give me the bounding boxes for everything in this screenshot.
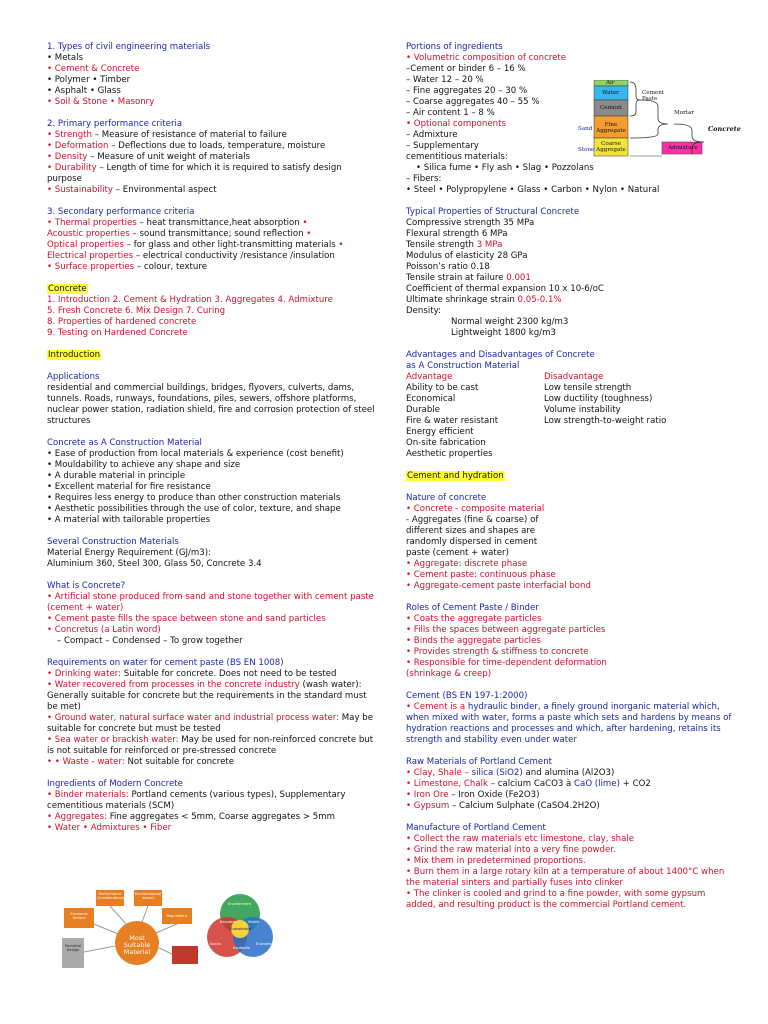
- water-section: [47, 658, 377, 768]
- center-label-1: Most: [129, 934, 145, 942]
- rich-segment: – Measure of unit weight of materials: [87, 152, 250, 162]
- cm-line-1: • Ease of production from local materials & experience (cost benefit): [47, 449, 344, 459]
- rich-segment: – Compact – Condensed – To grow together: [57, 636, 243, 646]
- hydration-section: [406, 471, 736, 482]
- center-label-2: Suitable: [123, 941, 151, 949]
- rich-segment: • Aggregate: discrete phase: [406, 559, 528, 569]
- typical-title: Typical Properties of Structural Concrete: [406, 207, 580, 217]
- rich-segment: • Asphalt • Glass: [47, 86, 121, 96]
- rich-line: [47, 790, 377, 812]
- several-section: [47, 537, 377, 570]
- rich-segment: • Ground water, natural surface water and industrial process water:: [47, 713, 340, 723]
- hydration-heading: Cement and hydration: [407, 471, 504, 481]
- nature-title: Nature of concrete: [406, 493, 487, 503]
- rich-segment: • Cement is a: [406, 702, 468, 712]
- rich-segment: • Clay, Shale –: [406, 768, 472, 778]
- rich-line: [406, 504, 736, 515]
- rich-line: [47, 185, 377, 196]
- primary-section: [47, 119, 377, 196]
- rich-line: [406, 229, 736, 240]
- rich-segment: • Thermal properties: [47, 218, 137, 228]
- types-list: [47, 53, 377, 108]
- ingredients-section: [47, 779, 377, 834]
- adv-5: Energy efficient: [406, 427, 474, 437]
- rich-line: [406, 306, 736, 317]
- several-line-1: Material Energy Requirement (GJ/m3):: [47, 548, 211, 558]
- adv-7: Aesthetic properties: [406, 449, 493, 459]
- rich-line: [406, 537, 736, 548]
- rich-segment: + CO2: [619, 779, 651, 789]
- rich-line: [47, 625, 377, 636]
- dl-box-1: Performance Considerations: [97, 892, 124, 900]
- label-paste: Cement Paste: [642, 90, 665, 102]
- rich-line: [406, 317, 736, 328]
- rich-segment: Suitable for concrete. Does not need to be tested: [121, 669, 337, 679]
- rich-segment: Not suitable for concrete: [124, 757, 235, 767]
- dis-2: Low ductility (toughness): [544, 394, 653, 404]
- rich-segment: • Soil & Stone • Masonry: [47, 97, 155, 107]
- rich-line: [406, 273, 736, 284]
- what-title: What is Concrete?: [47, 581, 126, 591]
- rich-segment: • Gypsum: [406, 801, 450, 811]
- rich-segment: - Aggregates (fine & coarse) of: [406, 515, 539, 525]
- concrete-section: [47, 284, 377, 339]
- rich-line: [47, 97, 377, 108]
- primary-title: 2. Primary performance criteria: [47, 119, 183, 129]
- advantages-section: [406, 350, 736, 460]
- adv-4: Fire & water resistant: [406, 416, 499, 426]
- primary-list: [47, 130, 377, 196]
- venn-equitable: Equitable: [233, 946, 250, 950]
- rich-line: [406, 262, 736, 273]
- water-list: [47, 669, 377, 768]
- ingredients-list: [47, 790, 377, 834]
- rich-line: [406, 801, 736, 812]
- dis-3: Volume instability: [544, 405, 621, 415]
- applications-title: Applications: [47, 372, 100, 382]
- rich-line: [47, 218, 377, 229]
- rich-segment: • Durability: [47, 163, 97, 173]
- rich-segment: – calcium CaCO3 à: [488, 779, 575, 789]
- adv-6: On-site fabrication: [406, 438, 486, 448]
- rich-segment: • Binder materials:: [47, 790, 129, 800]
- introduction-heading: Introduction: [48, 350, 101, 360]
- cement-bs-title: Cement (BS EN 197-1:2000): [406, 691, 528, 701]
- rich-line: [47, 64, 377, 75]
- rich-segment: randomly dispersed in cement: [406, 537, 538, 547]
- rich-segment: Lightweight 1800 kg/m3: [451, 328, 556, 338]
- rich-segment: • Density: [47, 152, 88, 162]
- left-column: [47, 42, 377, 845]
- adv-2: Economical: [406, 394, 456, 404]
- cm-line-3: • A durable material in principle: [47, 471, 186, 481]
- nature-list: [406, 504, 736, 592]
- disadvantage-heading: Disadvantage: [544, 372, 604, 382]
- venn-environment: Environment: [228, 902, 251, 906]
- rich-segment: • Cement & Concrete: [47, 64, 140, 74]
- rich-segment: • Cement paste fills the space between stone and sand particles: [47, 614, 326, 624]
- rich-segment: • Metals: [47, 53, 84, 63]
- venn-social: Social: [210, 942, 221, 946]
- cm-line-2: • Mouldability to achieve any shape and size: [47, 460, 241, 470]
- rich-segment: , a finely ground inorganic material which, when mixed with water, forms a paste which sets and hardens by means of hydration reactions and processes and which, after hardening, retains its strength and stability even under water: [406, 702, 732, 745]
- manufacture-title: Manufacture of Portland Cement: [406, 823, 546, 833]
- rich-segment: May be used for non-reinforced concrete but is not suitable for reinforced or pre-stressed concrete: [47, 735, 374, 756]
- rich-line: [406, 515, 736, 526]
- advantage-heading: Advantage: [406, 372, 453, 382]
- rich-segment: Normal weight 2300 kg/m3: [451, 317, 569, 327]
- rich-segment: Acoustic properties: [47, 229, 130, 239]
- cement-diagram-labels: [578, 80, 748, 160]
- rich-segment: • Provides strength & stiffness to concrete: [406, 647, 589, 657]
- label-fine: Fine Aggregate: [596, 122, 626, 134]
- rich-segment: Coefficient of thermal expansion 10 x 10-6/oC: [406, 284, 604, 294]
- rich-segment: (shrinkage & creep): [406, 669, 492, 679]
- cement-bs-list: [406, 702, 736, 746]
- rich-line: [406, 790, 736, 801]
- rich-line: [47, 75, 377, 86]
- rich-segment: • Concrete - composite material: [406, 504, 545, 514]
- portion-line-2: – Water 12 – 20 %: [406, 75, 484, 85]
- rich-segment: – Environmental aspect: [113, 185, 217, 195]
- rich-line: [406, 625, 736, 636]
- rich-line: [406, 548, 736, 559]
- rich-segment: • Drinking water:: [47, 669, 122, 679]
- manufacture-section: [406, 823, 736, 911]
- adv-1: Ability to be cast: [406, 383, 479, 393]
- rich-segment: • Artificial stone produced from sand and stone together with cement paste (cement + water): [47, 592, 374, 613]
- rich-line: [47, 152, 377, 163]
- rich-line: [406, 526, 736, 537]
- rich-line: [47, 251, 377, 262]
- rich-segment: – electrical conductivity /resistance /insulation: [133, 251, 335, 261]
- rich-segment: – Calcium Sulphate (CaSO4.2H2O): [449, 801, 600, 811]
- rich-line: [47, 240, 377, 251]
- venn-sustainable: Sustainable: [230, 927, 252, 931]
- label-coarse: Coarse Aggregate: [596, 141, 626, 153]
- label-admixture: Admixture: [668, 145, 698, 151]
- secondary-list: [47, 218, 377, 273]
- rich-line: [406, 328, 736, 339]
- rich-line: [406, 218, 736, 229]
- cm-line-5: • Requires less energy to produce than other construction materials: [47, 493, 341, 503]
- rich-line: [406, 647, 736, 658]
- cement-bs-section: [406, 691, 736, 746]
- rich-segment: • Water recovered from processes in the concrete industry: [47, 680, 300, 690]
- typical-section: [406, 207, 736, 339]
- dis-4: Low strength-to-weight ratio: [544, 416, 667, 426]
- rich-segment: and alumina (Al2O3): [522, 768, 615, 778]
- venn-bearable: Bearable: [220, 920, 237, 924]
- dl-box-2: Environmental Impact: [135, 892, 162, 900]
- rich-line: [406, 559, 736, 570]
- concrete-line-1: 1. Introduction 2. Cement & Hydration 3. Aggregates 4. Admixture: [47, 295, 333, 305]
- rich-segment: • Cement paste: continuous phase: [406, 570, 556, 580]
- concrete-line-3: 8. Properties of hardened concrete: [47, 317, 197, 327]
- secondary-title: 3. Secondary performance criteria: [47, 207, 195, 217]
- rich-segment: – Deflections due to loads, temperature, moisture: [108, 141, 326, 151]
- optional-components: • Optional components: [406, 119, 506, 129]
- rich-line: [406, 658, 736, 669]
- rich-line: [47, 86, 377, 97]
- advantages-title-2: as A Construction Material: [406, 361, 520, 371]
- opt-line-4: • Silica fume • Fly ash • Slag • Pozzolans: [416, 163, 594, 173]
- rich-segment: Compressive strength 35 MPa: [406, 218, 535, 228]
- construction-material-section: [47, 438, 377, 526]
- rich-segment: •: [338, 240, 344, 250]
- rich-segment: • Polymer • Timber: [47, 75, 131, 85]
- opt-line-5: – Fibers:: [406, 174, 442, 184]
- several-line-2: Aluminium 360, Steel 300, Glass 50, Concrete 3.4: [47, 559, 262, 569]
- label-water: Water: [602, 90, 619, 96]
- rich-segment: • Concretus (a Latin word): [47, 625, 161, 635]
- rich-segment: • Limestone, Chalk: [406, 779, 489, 789]
- rich-segment: Density:: [406, 306, 441, 316]
- rich-segment: (wash water): Generally suitable for concrete but the requirements in the standard must be met): [47, 680, 367, 712]
- raw-section: [406, 757, 736, 812]
- rich-segment: • Aggregates:: [47, 812, 107, 822]
- rich-segment: 0.001: [506, 273, 531, 283]
- rich-segment: • Sea water or brackish water:: [47, 735, 179, 745]
- label-mortar: Mortar: [674, 110, 695, 116]
- rich-segment: Modulus of elasticity 28 GPa: [406, 251, 528, 261]
- several-title: Several Construction Materials: [47, 537, 179, 547]
- secondary-section: [47, 207, 377, 273]
- rich-segment: • • Waste - water:: [47, 757, 125, 767]
- applications-text: residential and commercial buildings, bridges, flyovers, culverts, dams, tunnels. Roads, runways, foundations, piles, sewers, offshore platforms, nuclear power station, radiation shield, fire and corrosion protection of steel structures: [47, 383, 375, 426]
- rich-line: [47, 141, 377, 152]
- roles-title: Roles of Cement Paste / Binder: [406, 603, 539, 613]
- rich-segment: • Surface properties: [47, 262, 135, 272]
- cm-line-6: • Aesthetic possibilities through the use of color, texture, and shape: [47, 504, 341, 514]
- rich-segment: • Iron Ore: [406, 790, 449, 800]
- portion-line-4: – Coarse aggregates 40 – 55 %: [406, 97, 540, 107]
- rich-line: [47, 680, 377, 713]
- rich-segment: Poisson’s ratio 0.18: [406, 262, 490, 272]
- manu-line-2: • Grind the raw material into a very fine powder.: [406, 845, 616, 855]
- adv-3: Durable: [406, 405, 440, 415]
- rich-segment: •: [306, 229, 312, 239]
- dis-1: Low tensile strength: [544, 383, 632, 393]
- manu-line-4: • Burn them in a large rotary kiln at a temperature of about 1400°C when the material sinters and partially fuses into clinker: [406, 867, 725, 888]
- rich-line: [406, 669, 736, 680]
- advantages-title: Advantages and Disadvantages of Concrete: [406, 350, 595, 360]
- portion-line-1: –Cement or binder 6 – 16 %: [406, 64, 526, 74]
- rich-segment: Fine aggregates < 5mm, Coarse aggregates > 5mm: [106, 812, 335, 822]
- venn-viable: Viable: [248, 920, 260, 924]
- rich-line: [406, 284, 736, 295]
- rich-line: [47, 735, 377, 757]
- opt-line-6: • Steel • Polypropylene • Glass • Carbon • Nylon • Natural: [406, 185, 660, 195]
- rich-segment: Portland cements (various types), Supplementary cementitious materials (SCM): [47, 790, 346, 811]
- rich-line: [47, 636, 377, 647]
- rich-segment: Tensile strain at failure: [406, 273, 507, 283]
- rich-segment: Flexural strength 6 MPa: [406, 229, 508, 239]
- opt-line-2: – Supplementary: [406, 141, 479, 151]
- rich-segment: • Coats the aggregate particles: [406, 614, 542, 624]
- dl-box-4: Economic Factors: [70, 912, 88, 920]
- roles-section: [406, 603, 736, 680]
- typical-list: [406, 218, 736, 339]
- concrete-line-2: 5. Fresh Concrete 6. Mix Design 7. Curing: [47, 306, 226, 316]
- portion-line-5: – Air content 1 – 8 %: [406, 108, 495, 118]
- concrete-heading: Concrete: [48, 284, 87, 294]
- rich-segment: Ultimate shrinkage strain: [406, 295, 518, 305]
- rich-segment: • Aggregate-cement paste interfacial bond: [406, 581, 591, 591]
- label-cement: Cement: [600, 105, 623, 111]
- types-section: [47, 42, 377, 108]
- rich-line: [406, 240, 736, 251]
- rich-segment: – Iron Oxide (Fe2O3): [448, 790, 540, 800]
- rich-segment: – sound transmittance; sound reflection: [129, 229, 307, 239]
- rich-line: [406, 581, 736, 592]
- rich-segment: – heat transmittance,heat absorption: [136, 218, 303, 228]
- rich-segment: • Responsible for time-dependent deformation: [406, 658, 607, 668]
- diagram-left-labels: [62, 888, 202, 974]
- rich-line: [47, 812, 377, 823]
- portion-line-3: – Fine aggregates 20 – 30 %: [406, 86, 528, 96]
- rich-line: [406, 768, 736, 779]
- center-label-3: Material: [123, 948, 151, 956]
- dl-box-3: Regulations: [166, 914, 188, 918]
- label-sand: Sand: [578, 126, 593, 132]
- what-section: [47, 581, 377, 647]
- opt-line-3: cementitious materials:: [406, 152, 508, 162]
- label-stone: Stone: [578, 147, 595, 153]
- diagram-right-labels: [204, 890, 276, 970]
- rich-segment: – for glass and other light-transmitting materials: [123, 240, 339, 250]
- what-list: [47, 592, 377, 647]
- manu-line-5: • The clinker is cooled and grind to a fine powder, with some gypsum added, and resulting product is the commercial Portland cement.: [406, 889, 706, 910]
- rich-segment: paste (cement + water): [406, 548, 509, 558]
- advantages-table: [406, 372, 706, 460]
- portions-title: Portions of ingredients: [406, 42, 503, 52]
- nature-section: [406, 493, 736, 592]
- rich-segment: Electrical properties: [47, 251, 134, 261]
- rich-line: [406, 702, 736, 746]
- label-concrete: Concrete: [708, 125, 741, 133]
- rich-line: [406, 636, 736, 647]
- dl-box-5: Technical Design: [64, 944, 82, 952]
- rich-segment: 3 MPa: [476, 240, 503, 250]
- rich-segment: • Water • Admixtures • Fiber: [47, 823, 172, 833]
- opt-line-1: – Admixture: [406, 130, 458, 140]
- rich-line: [406, 570, 736, 581]
- label-air: Air: [606, 80, 615, 86]
- concrete-line-4: 9. Testing on Hardened Concrete: [47, 328, 188, 338]
- rich-line: [406, 295, 736, 306]
- rich-line: [47, 757, 377, 768]
- rich-segment: May be suitable for concrete but must be tested: [47, 713, 374, 734]
- rich-segment: silica (SiO2): [471, 768, 523, 778]
- rich-segment: hydraulic binder: [467, 702, 538, 712]
- rich-line: [406, 779, 736, 790]
- rich-line: [47, 669, 377, 680]
- rich-line: [47, 130, 377, 141]
- cm-line-4: • Excellent material for fire resistance: [47, 482, 211, 492]
- applications-section: [47, 372, 377, 427]
- rich-line: [406, 614, 736, 625]
- introduction-section: [47, 350, 377, 361]
- rich-line: [47, 53, 377, 64]
- cm-line-7: • A material with tailorable properties: [47, 515, 211, 525]
- rich-line: [47, 592, 377, 614]
- rich-segment: •: [302, 218, 308, 228]
- rich-line: [47, 262, 377, 273]
- roles-list: [406, 614, 736, 680]
- right-column: [406, 42, 736, 922]
- rich-segment: – Measure of resistance of material to failure: [91, 130, 287, 140]
- rich-line: [47, 823, 377, 834]
- raw-list: [406, 768, 736, 812]
- rich-segment: Optical properties: [47, 240, 124, 250]
- rich-segment: • Deformation: [47, 141, 109, 151]
- ingredients-title: Ingredients of Modern Concrete: [47, 779, 183, 789]
- rich-segment: • Fills the spaces between aggregate particles: [406, 625, 606, 635]
- raw-title: Raw Materials of Portland Cement: [406, 757, 553, 767]
- portions-sub: • Volumetric composition of concrete: [406, 53, 567, 63]
- rich-segment: CaO (lime): [574, 779, 620, 789]
- rich-line: [47, 163, 377, 185]
- rich-segment: – Length of time for which it is required to satisfy design purpose: [47, 163, 342, 184]
- rich-segment: Tensile strength: [406, 240, 477, 250]
- rich-line: [47, 229, 377, 240]
- rich-segment: • Strength: [47, 130, 92, 140]
- rich-line: [47, 713, 377, 735]
- rich-line: [406, 251, 736, 262]
- manu-line-3: • Mix them in predetermined proportions.: [406, 856, 586, 866]
- rich-segment: 0.05-0.1%: [517, 295, 562, 305]
- rich-segment: • Sustainability: [47, 185, 113, 195]
- construction-material-title: Concrete as A Construction Material: [47, 438, 202, 448]
- rich-segment: – colour, texture: [134, 262, 207, 272]
- types-title: 1. Types of civil engineering materials: [47, 42, 211, 52]
- rich-line: [47, 614, 377, 625]
- manu-line-1: • Collect the raw materials etc limestone, clay, shale: [406, 834, 635, 844]
- venn-economic: Economic: [256, 942, 274, 946]
- water-title: Requirements on water for cement paste (BS EN 1008): [47, 658, 284, 668]
- rich-segment: different sizes and shapes are: [406, 526, 536, 536]
- rich-segment: • Binds the aggregate particles: [406, 636, 541, 646]
